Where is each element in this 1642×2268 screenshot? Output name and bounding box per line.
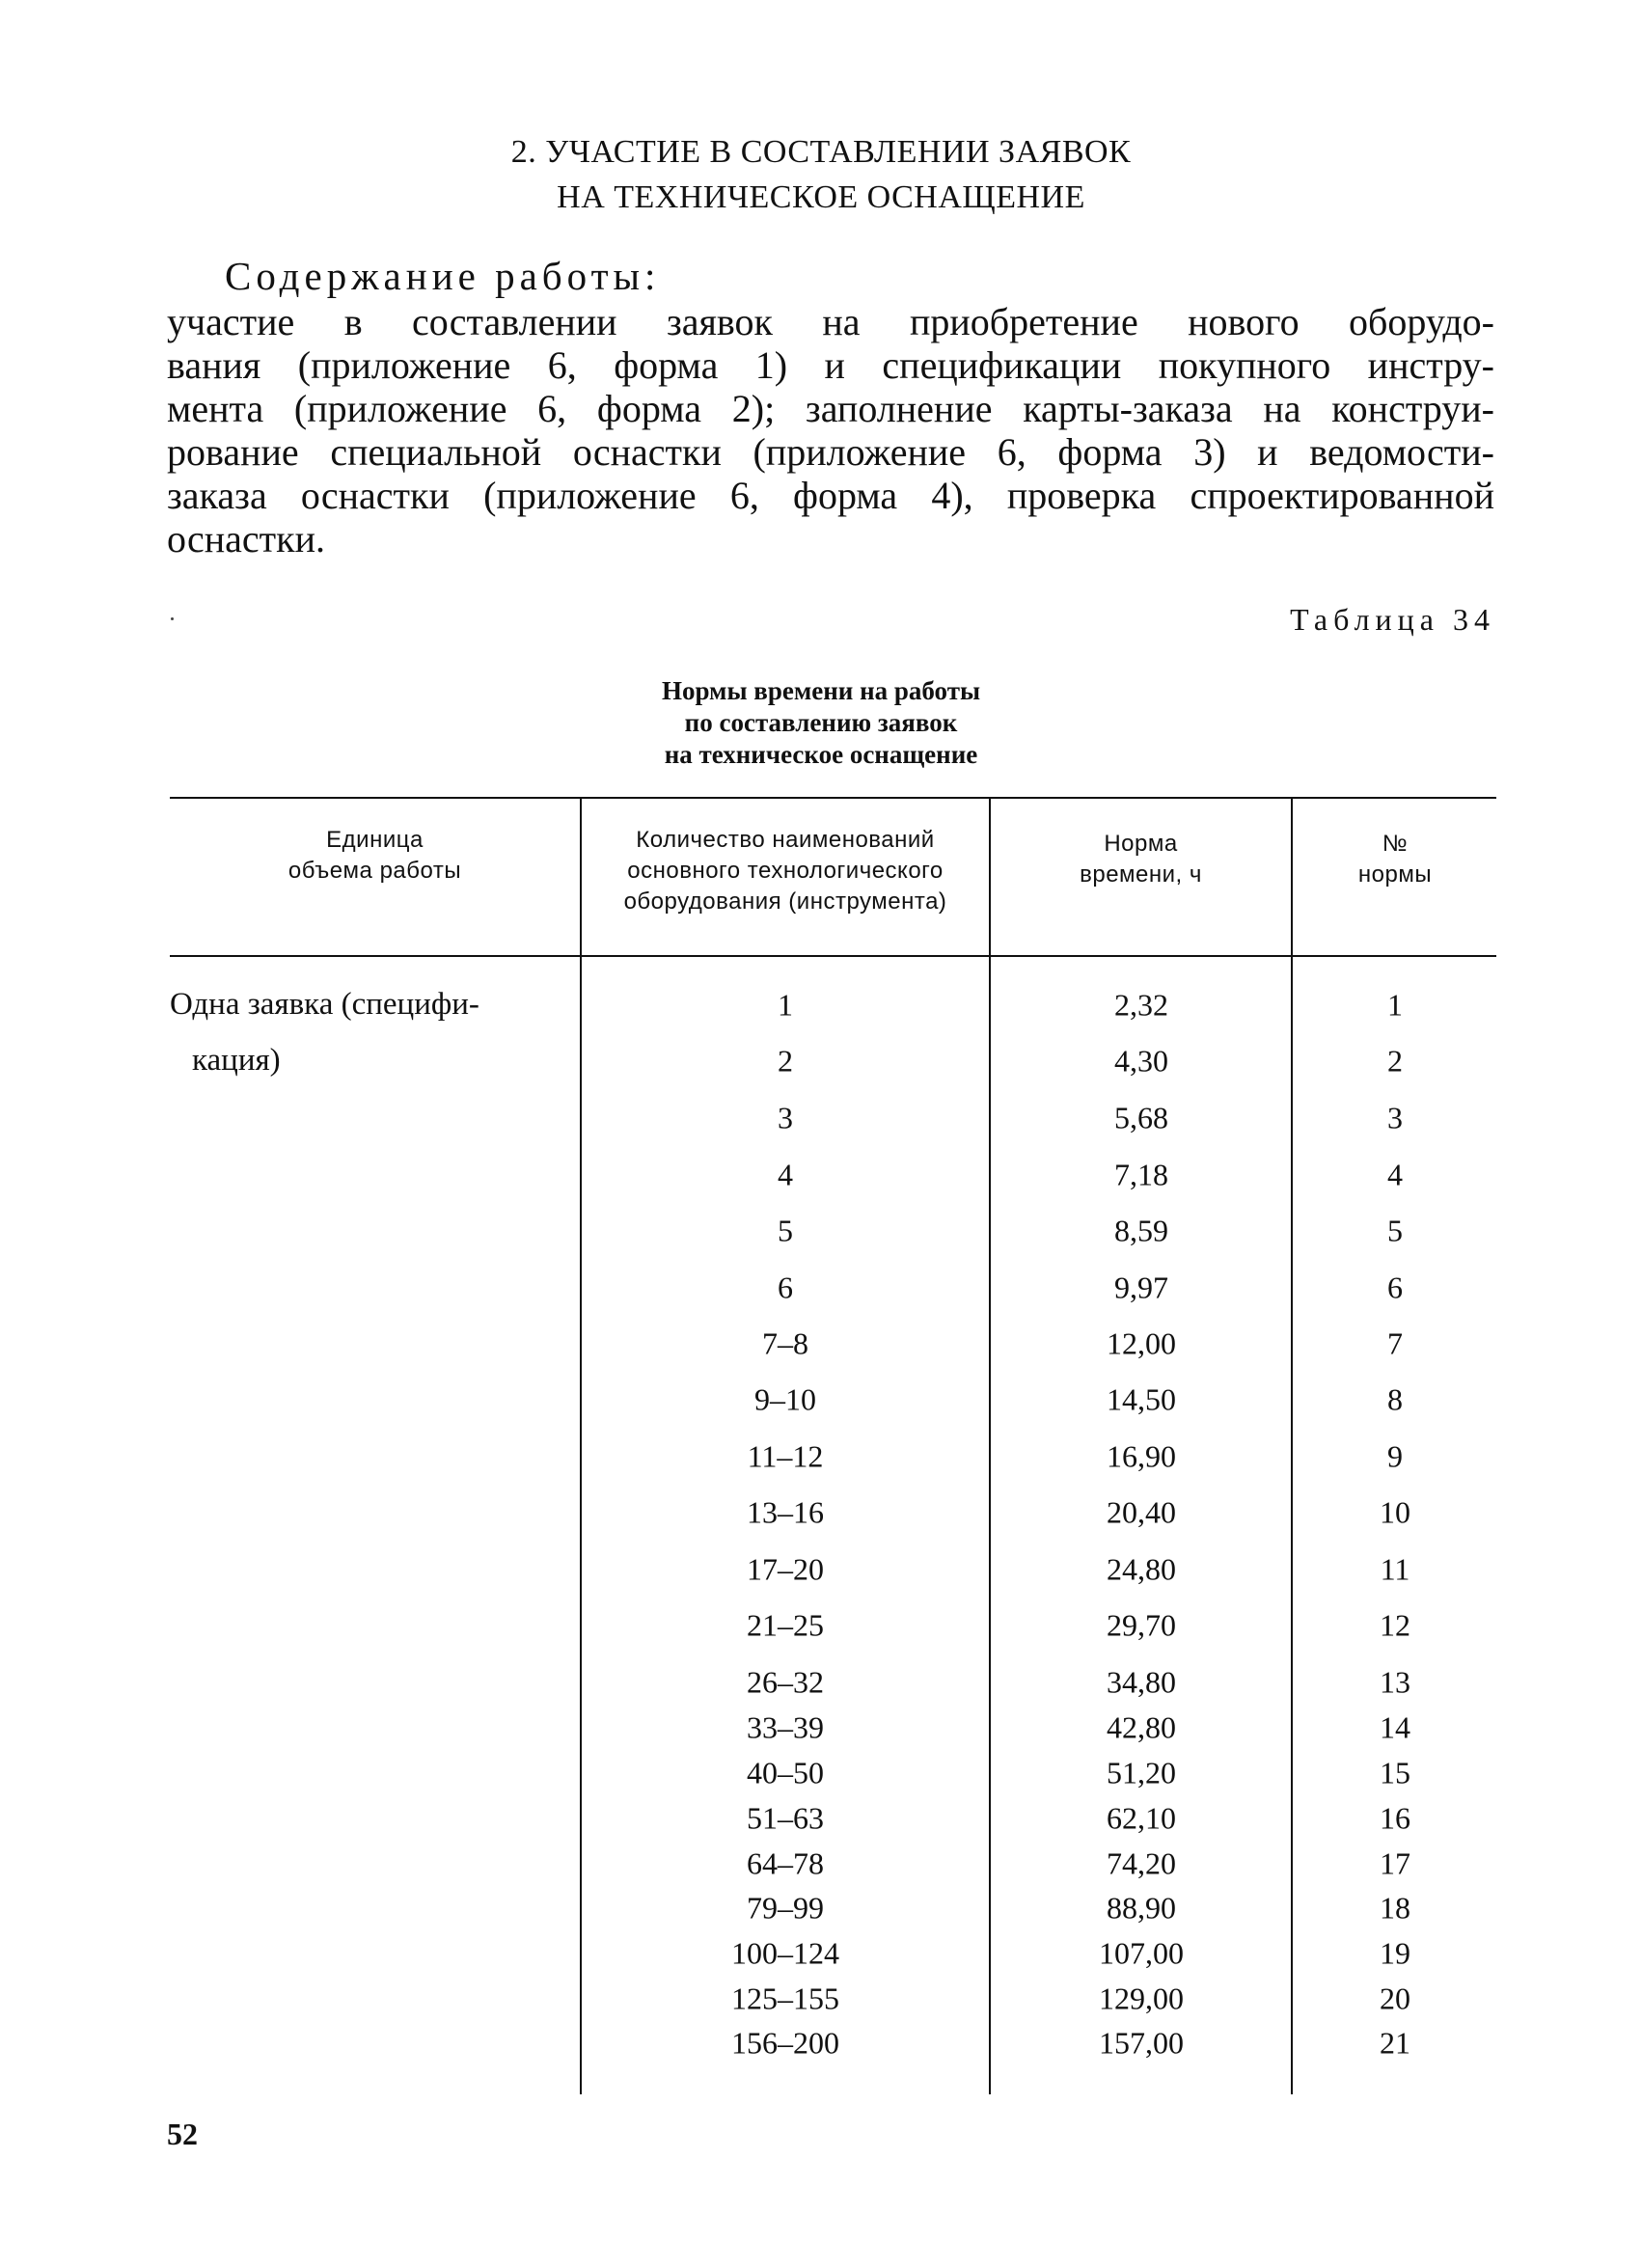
quantity-cell: 4 xyxy=(778,1157,793,1192)
quantity-cell: 26–32 xyxy=(747,1664,824,1700)
time-norm-cell: 5,68 xyxy=(1114,1100,1168,1135)
table-title-line: на техническое оснащение xyxy=(664,740,978,769)
time-norm-cell: 34,80 xyxy=(1107,1664,1176,1700)
quantity-cell: 3 xyxy=(778,1100,793,1135)
header-text: объема работы xyxy=(287,858,462,884)
quantity-cell: 100–124 xyxy=(731,1935,839,1971)
quantity-cell: 21–25 xyxy=(747,1607,824,1643)
header-time-norm xyxy=(991,829,1291,890)
section-title xyxy=(0,129,1642,220)
time-norm-cell: 14,50 xyxy=(1107,1381,1176,1417)
time-norm-cell: 20,40 xyxy=(1107,1494,1176,1530)
time-norm-cell: 2,32 xyxy=(1114,987,1168,1023)
norm-number-cell: 13 xyxy=(1380,1664,1410,1700)
header-text: Количество наименований xyxy=(636,827,935,853)
content-paragraph xyxy=(167,300,1494,560)
header-text: времени, ч xyxy=(1080,861,1202,888)
norm-number-cell: 10 xyxy=(1380,1494,1410,1530)
work-unit-label: кация) xyxy=(192,1043,281,1078)
quantity-cell: 1 xyxy=(778,987,793,1023)
quantity-cell: 156–200 xyxy=(731,2025,839,2061)
work-unit-label: Одна заявка (специфи- xyxy=(170,987,479,1022)
norm-number-cell: 1 xyxy=(1387,987,1403,1023)
quantity-cell: 33–39 xyxy=(747,1709,824,1745)
norm-number-cell: 8 xyxy=(1387,1381,1403,1417)
paragraph-line: вания (приложение 6, форма 1) и спецификации покупного инстру- xyxy=(167,343,1494,387)
quantity-cell: 6 xyxy=(778,1270,793,1305)
time-norm-cell: 29,70 xyxy=(1107,1607,1176,1643)
page-number: 52 xyxy=(167,2117,198,2151)
table-top-rule xyxy=(170,797,1496,799)
norm-number-cell: 15 xyxy=(1380,1755,1410,1790)
header-text: оборудования (инструмента) xyxy=(623,888,947,915)
norm-number-cell: 4 xyxy=(1387,1157,1403,1192)
time-norm-cell: 74,20 xyxy=(1107,1845,1176,1881)
paragraph-line: заказа оснастки (приложение 6, форма 4), проверка спроектированной xyxy=(167,474,1494,517)
stray-mark xyxy=(171,617,174,620)
time-norm-cell: 107,00 xyxy=(1099,1935,1184,1971)
time-norm-cell: 12,00 xyxy=(1107,1325,1176,1361)
norm-number-cell: 11 xyxy=(1380,1551,1410,1587)
time-norm-cell: 88,90 xyxy=(1107,1890,1176,1926)
header-unit xyxy=(170,825,580,887)
paragraph-line: участие в составлении заявок на приобретение нового оборудо- xyxy=(167,300,1494,343)
norm-number-cell: 3 xyxy=(1387,1100,1403,1135)
norm-number-cell: 19 xyxy=(1380,1935,1410,1971)
norm-number-cell: 20 xyxy=(1380,1981,1410,2016)
norm-number-cell: 16 xyxy=(1380,1800,1410,1836)
quantity-cell: 5 xyxy=(778,1213,793,1248)
header-text: Норма xyxy=(1104,831,1178,857)
time-norm-cell: 42,80 xyxy=(1107,1709,1176,1745)
quantity-cell: 40–50 xyxy=(747,1755,824,1790)
section-title-line: НА ТЕХНИЧЕСКОЕ ОСНАЩЕНИЕ xyxy=(557,179,1085,215)
time-norm-cell: 129,00 xyxy=(1099,1981,1184,2016)
norm-number-cell: 2 xyxy=(1387,1043,1403,1079)
norm-number-cell: 21 xyxy=(1380,2025,1410,2061)
time-norm-cell: 4,30 xyxy=(1114,1043,1168,1079)
table-label: Таблица 34 xyxy=(1290,602,1495,637)
header-text: основного технологического xyxy=(627,858,944,884)
quantity-cell: 64–78 xyxy=(747,1845,824,1881)
quantity-cell: 11–12 xyxy=(747,1438,824,1474)
table-title xyxy=(0,675,1642,771)
paragraph-line: мента (приложение 6, форма 2); заполнение карты-заказа на конструи- xyxy=(167,387,1494,430)
paragraph-line: оснастки. xyxy=(167,517,325,560)
time-norm-cell: 8,59 xyxy=(1114,1213,1168,1248)
norm-number-cell: 12 xyxy=(1380,1607,1410,1643)
table-title-line: Нормы времени на работы xyxy=(661,676,981,705)
norm-number-cell: 9 xyxy=(1387,1438,1403,1474)
norm-number-cell: 14 xyxy=(1380,1709,1410,1745)
table-title-line: по составлению заявок xyxy=(684,708,958,737)
header-text: № xyxy=(1382,831,1409,857)
norm-number-cell: 7 xyxy=(1387,1325,1403,1361)
norm-number-cell: 5 xyxy=(1387,1213,1403,1248)
quantity-cell: 79–99 xyxy=(747,1890,824,1926)
section-title-line: 2. УЧАСТИЕ В СОСТАВЛЕНИИ ЗАЯВОК xyxy=(510,134,1132,170)
quantity-cell: 13–16 xyxy=(747,1494,824,1530)
content-heading: Содержание работы: xyxy=(225,254,661,298)
quantity-cell: 125–155 xyxy=(731,1981,839,2016)
time-norm-cell: 16,90 xyxy=(1107,1438,1176,1474)
time-norm-cell: 51,20 xyxy=(1107,1755,1176,1790)
norm-number-cell: 18 xyxy=(1380,1890,1410,1926)
header-text: нормы xyxy=(1357,861,1433,888)
time-norm-cell: 157,00 xyxy=(1099,2025,1184,2061)
time-norm-cell: 62,10 xyxy=(1107,1800,1176,1836)
header-quantity xyxy=(582,825,989,917)
quantity-cell: 17–20 xyxy=(747,1551,824,1587)
time-norm-cell: 24,80 xyxy=(1107,1551,1176,1587)
header-text: Единица xyxy=(326,827,424,853)
time-norm-cell: 9,97 xyxy=(1114,1270,1168,1305)
header-norm-number xyxy=(1293,829,1497,890)
time-norm-cell: 7,18 xyxy=(1114,1157,1168,1192)
quantity-cell: 9–10 xyxy=(754,1381,816,1417)
quantity-cell: 51–63 xyxy=(747,1800,824,1836)
norm-number-cell: 17 xyxy=(1380,1845,1410,1881)
quantity-cell: 7–8 xyxy=(762,1325,808,1361)
paragraph-line: рование специальной оснастки (приложение 6, форма 3) и ведомости- xyxy=(167,430,1494,474)
norm-number-cell: 6 xyxy=(1387,1270,1403,1305)
table-header-rule xyxy=(170,955,1496,957)
quantity-cell: 2 xyxy=(778,1043,793,1079)
